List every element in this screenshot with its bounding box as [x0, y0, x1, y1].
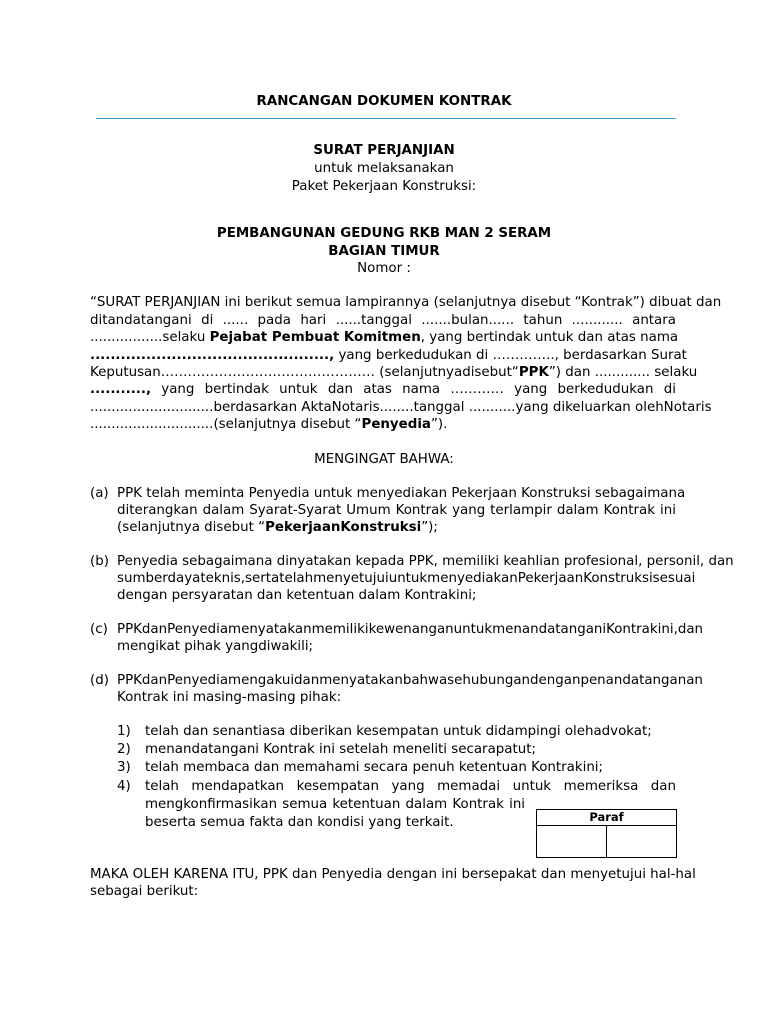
item-label: (c): [90, 622, 108, 637]
paraf-label: Paraf: [537, 810, 676, 826]
item-line: dengan persyaratan dan ketentuan dalam Kontrakini;: [117, 588, 477, 603]
paraf-cell-ppk: [537, 826, 607, 858]
paraf-box: [536, 809, 677, 858]
sub-item-number: 3): [117, 760, 131, 775]
item-line: Penyedia sebagaimana dinyatakan kepada PPK, memiliki keahlian profesional, personil, dan: [117, 554, 734, 569]
agreement-title: SURAT PERJANJIAN: [313, 143, 455, 158]
intro-line: ditandatangani di ...... pada hari ......tanggal .......bulan...... tahun ............ antara: [90, 313, 676, 328]
header-divider: [96, 118, 676, 119]
item-line: PPKdanPenyediamenyatakanmemilikikewenanganuntukmenandatanganiKontrakini,dan: [117, 622, 704, 637]
agreement-subtitle-1: untuk melaksanakan: [314, 161, 454, 176]
item-line: sumberdayateknis,sertatelahmenyetujuiuntukmenyediakanPekerjaanKonstruksisesuai: [117, 571, 696, 586]
sub-item-text: telah mendapatkan kesempatan yang memadai untuk memeriksa dan: [145, 779, 676, 794]
item-label: (b): [90, 554, 109, 569]
closing-line-2: sebagai berikut:: [90, 884, 199, 899]
item-line: Kontrak ini masing-masing pihak:: [117, 690, 342, 705]
item-line: mengikat pihak yangdiwakili;: [117, 639, 314, 654]
sub-item-number: 1): [117, 724, 131, 739]
intro-line: “SURAT PERJANJIAN ini berikut semua lampirannya (selanjutnya disebut “Kontrak”) dibuat dan: [90, 295, 722, 310]
item-line: (selanjutnya disebut “PekerjaanKonstruksi”);: [117, 520, 438, 535]
item-line: PPKdanPenyediamengakuidanmenyatakanbahwasehubungandenganpenandatanganan: [117, 673, 703, 688]
document-header-title: RANCANGAN DOKUMEN KONTRAK: [256, 94, 512, 109]
intro-line: ..............................................., yang berkedudukan di ………….., berdasarkan Surat: [90, 348, 687, 363]
sub-item-text: telah dan senantiasa diberikan kesempatan untuk didampingi olehadvokat;: [145, 724, 652, 739]
intro-line: .............................(selanjutnya disebut “Penyedia”).: [90, 417, 448, 432]
pekerjaan-konstruksi-term: PekerjaanKonstruksi: [265, 520, 422, 535]
item-label: (a): [90, 486, 109, 501]
sub-item-text: beserta semua fakta dan kondisi yang terkait.: [145, 815, 454, 830]
sub-item-text: telah membaca dan memahami secara penuh ketentuan Kontrakini;: [145, 760, 604, 775]
sub-item-text: menandatangani Kontrak ini setelah meneliti secarapatut;: [145, 742, 536, 757]
intro-line: .............................berdasarkan AktaNotaris........tanggal ...........yang dikeluarkan olehNotaris: [90, 400, 712, 415]
item-line: PPK telah meminta Penyedia untuk menyediakan Pekerjaan Konstruksi sebagaimana: [117, 486, 686, 501]
agreement-subtitle-2: Paket Pekerjaan Konstruksi:: [291, 179, 477, 194]
contract-number-label: Nomor :: [357, 261, 411, 276]
ppk-term: PPK: [518, 365, 549, 380]
intro-line: .................selaku Pejabat Pembuat Komitmen, yang bertindak untuk dan atas nama: [90, 330, 679, 345]
recitals-heading: MENGINGAT BAHWA:: [314, 452, 454, 467]
project-title-line-1: PEMBANGUNAN GEDUNG RKB MAN 2 SERAM: [216, 226, 552, 241]
sub-item-number: 2): [117, 742, 131, 757]
closing-line-1: MAKA OLEH KARENA ITU, PPK dan Penyedia dengan ini bersepakat dan menyetujui hal-hal: [90, 867, 696, 882]
penyedia-term: Penyedia: [361, 417, 431, 432]
ppk-role-title: Pejabat Pembuat Komitmen: [209, 330, 421, 345]
paraf-cell-penyedia: [607, 826, 676, 858]
sub-item-text: mengkonfirmasikan semua ketentuan dalam Kontrak ini: [145, 797, 526, 812]
project-title-line-2: BAGIAN TIMUR: [328, 244, 440, 259]
item-label: (d): [90, 673, 109, 688]
intro-line: ..........., yang bertindak untuk dan atas nama ………… yang berkedudukan di: [90, 382, 676, 397]
intro-line: Keputusan………………………………………… (selanjutnyadisebut“PPK”) dan ............. selaku: [90, 365, 698, 380]
sub-item-number: 4): [117, 779, 131, 794]
item-line: diterangkan dalam Syarat-Syarat Umum Kontrak yang terlampir dalam Kontrak ini: [117, 503, 676, 518]
